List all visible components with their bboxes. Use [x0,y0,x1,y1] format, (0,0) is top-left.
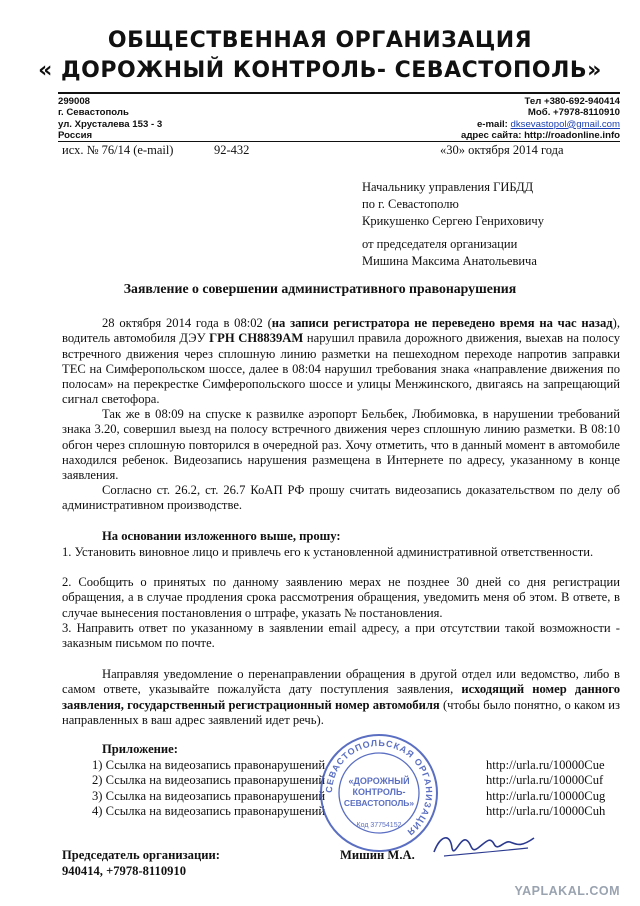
sender-line-2: Мишина Максима Анатольевича [362,254,537,268]
contact-email-label: e-mail: [476,118,511,130]
attachment-url[interactable]: http://urla.ru/10000Cuh [486,803,606,818]
site-watermark: YAPLAKAL.COM [514,884,620,898]
paragraph-4 [62,667,620,728]
recipient-line-2: по г. Севастополю [362,197,459,211]
contact-tel: Тел +380-692-940414 [524,96,620,107]
chair-phones: 940414, +7978-8110910 [62,864,187,878]
p4-bold: исходящий номер данного заявления, государственный регистрационный номер автомобиля [62,682,620,712]
stamp-center-line-3: СЕВАСТОПОЛЬ» [343,798,415,808]
attachment-label: 4) Ссылка на видеозапись правонарушений [92,803,326,818]
p4-part-c: (чтобы было понятно, о каком из направленных в ваш адрес заявлений идет речь). [62,697,621,727]
org-title-line-1: ОБЩЕСТВЕННАЯ ОРГАНИЗАЦИЯ [107,28,533,53]
paragraph-2: Так же в 08:09 на спуске к развилке аэропорт Бельбек, Любимовка, в нарушении требований знака 3.20, совершил выезд на полосу встречного движения через сплошную линию разметки. В 08:10 обгон через сплошную повторился в очередной раз. Хочу отметить, что в данный момент в автомобиле находился ребенок. Видеозапись нарушения размещена в Интернете по адресу, указанному в конце заявления. [62,407,620,483]
request-2: 2. Сообщить о принятых по данному заявлению мерах не позднее 30 дней со дня регистрации обращения, а в случае продления срока рассмотрения обращения, уведомить меня об этом. В ответе, в случае вынесения постановления о штрафе, указать № постановления. [62,575,620,620]
p1-plate: ГРН СН8839АМ [209,331,304,346]
p4-part-a: Направляя уведомление о перенаправлении обращения в другой отдел или ведомство, либо в самом ответе, указывайте пожалуйста дату поступления заявления, [62,667,620,697]
p1-part-a: 28 октября 2014 года в 08:02 ( [102,316,272,330]
p1-time-note: на записи регистратора не переведено время на час назад [271,316,613,330]
basis-heading: На основании изложенного выше, прошу: [102,529,341,543]
address-street: ул. Хрусталева 153 - 3 [58,118,163,130]
header-rule-bottom [58,141,620,142]
address-country: Россия [58,129,93,141]
attachment-label: 3) Ссылка на видеозапись правонарушений [92,788,326,803]
organization-stamp [318,732,440,854]
request-3: 3. Направить ответ по указанному в заявлении email адресу, а при отсутствии такой возможности - заказным письмом по почте. [62,621,620,651]
recipient-line-1: Начальнику управления ГИБДД [362,180,534,194]
org-address [58,96,162,141]
attachments-heading: Приложение: [102,742,178,756]
chair-label: Председатель организации: [62,848,220,862]
outgoing-number: исх. № 76/14 (e-mail) [62,143,174,157]
address-city: г. Севастополь [58,107,129,119]
paragraph-3: Согласно ст. 26.2, ст. 26.7 КоАП РФ прошу считать видеозапись доказательством по делу об административном производстве. [62,483,620,513]
document-title: Заявление о совершении административного правонарушения [123,281,517,296]
p1-part-e: нарушил правила дорожного движения, выехав на полосу встречного движения через сплошную линию разметки на пешеходном переходе напротив заправки ТЕС на Симферопольском шоссе, далее в 08:04 нарушил требования знака «направление движения по полосам» на перекрестке Симферопольского шоссе и улицы Менжинского, двигаясь на запрещающий сигнал светофора. [62,331,620,407]
paragraph-1 [62,316,620,408]
outgoing-date: «30» октября 2014 года [440,143,564,157]
contact-site: адрес сайта: http://roadonline.info [461,129,620,141]
contact-mob: Моб. +7978-8110910 [527,107,620,119]
attachment-label: 1) Ссылка на видеозапись правонарушений [92,758,326,772]
signature-image [430,818,540,868]
outgoing-code: 92-432 [214,143,250,157]
stamp-center-line-2: КОНТРОЛЬ- [352,787,406,797]
header-rule-top [58,92,620,94]
recipient-line-3: Крикушенко Сергею Генриховичу [362,214,544,228]
attachment-url[interactable]: http://urla.ru/10000Cuf [486,773,604,788]
attachment-url[interactable]: http://urla.ru/10000Cue [486,758,605,772]
contact-email-line [461,119,620,130]
attachment-url[interactable]: http://urla.ru/10000Cug [486,788,606,803]
org-contacts [461,96,620,141]
p1-part-c: ), водитель автомобиля ДЭУ [62,316,620,346]
attachment-label: 2) Ссылка на видеозапись правонарушений [92,773,326,788]
stamp-ring-text: СЕВАСТОПОЛЬСКАЯ ОРГАНИЗАЦИЯ [323,737,435,838]
sender-line-1: от председателя организации [362,237,518,251]
org-title-line-2: « ДОРОЖНЫЙ КОНТРОЛЬ- СЕВАСТОПОЛЬ» [38,58,602,83]
stamp-code: Код 37754152 [356,822,402,829]
sender-block [362,236,537,270]
chair-name: Мишин М.А. [340,848,415,862]
contact-email-link[interactable]: dksevastopol@gmail.com [510,118,620,130]
address-zip: 299008 [58,96,91,107]
stamp-center-line-1: «ДОРОЖНЫЙ [348,776,410,786]
request-1: 1. Установить виновное лицо и привлечь его к установленной административной ответственности. [62,545,594,559]
recipient-block [362,179,544,230]
